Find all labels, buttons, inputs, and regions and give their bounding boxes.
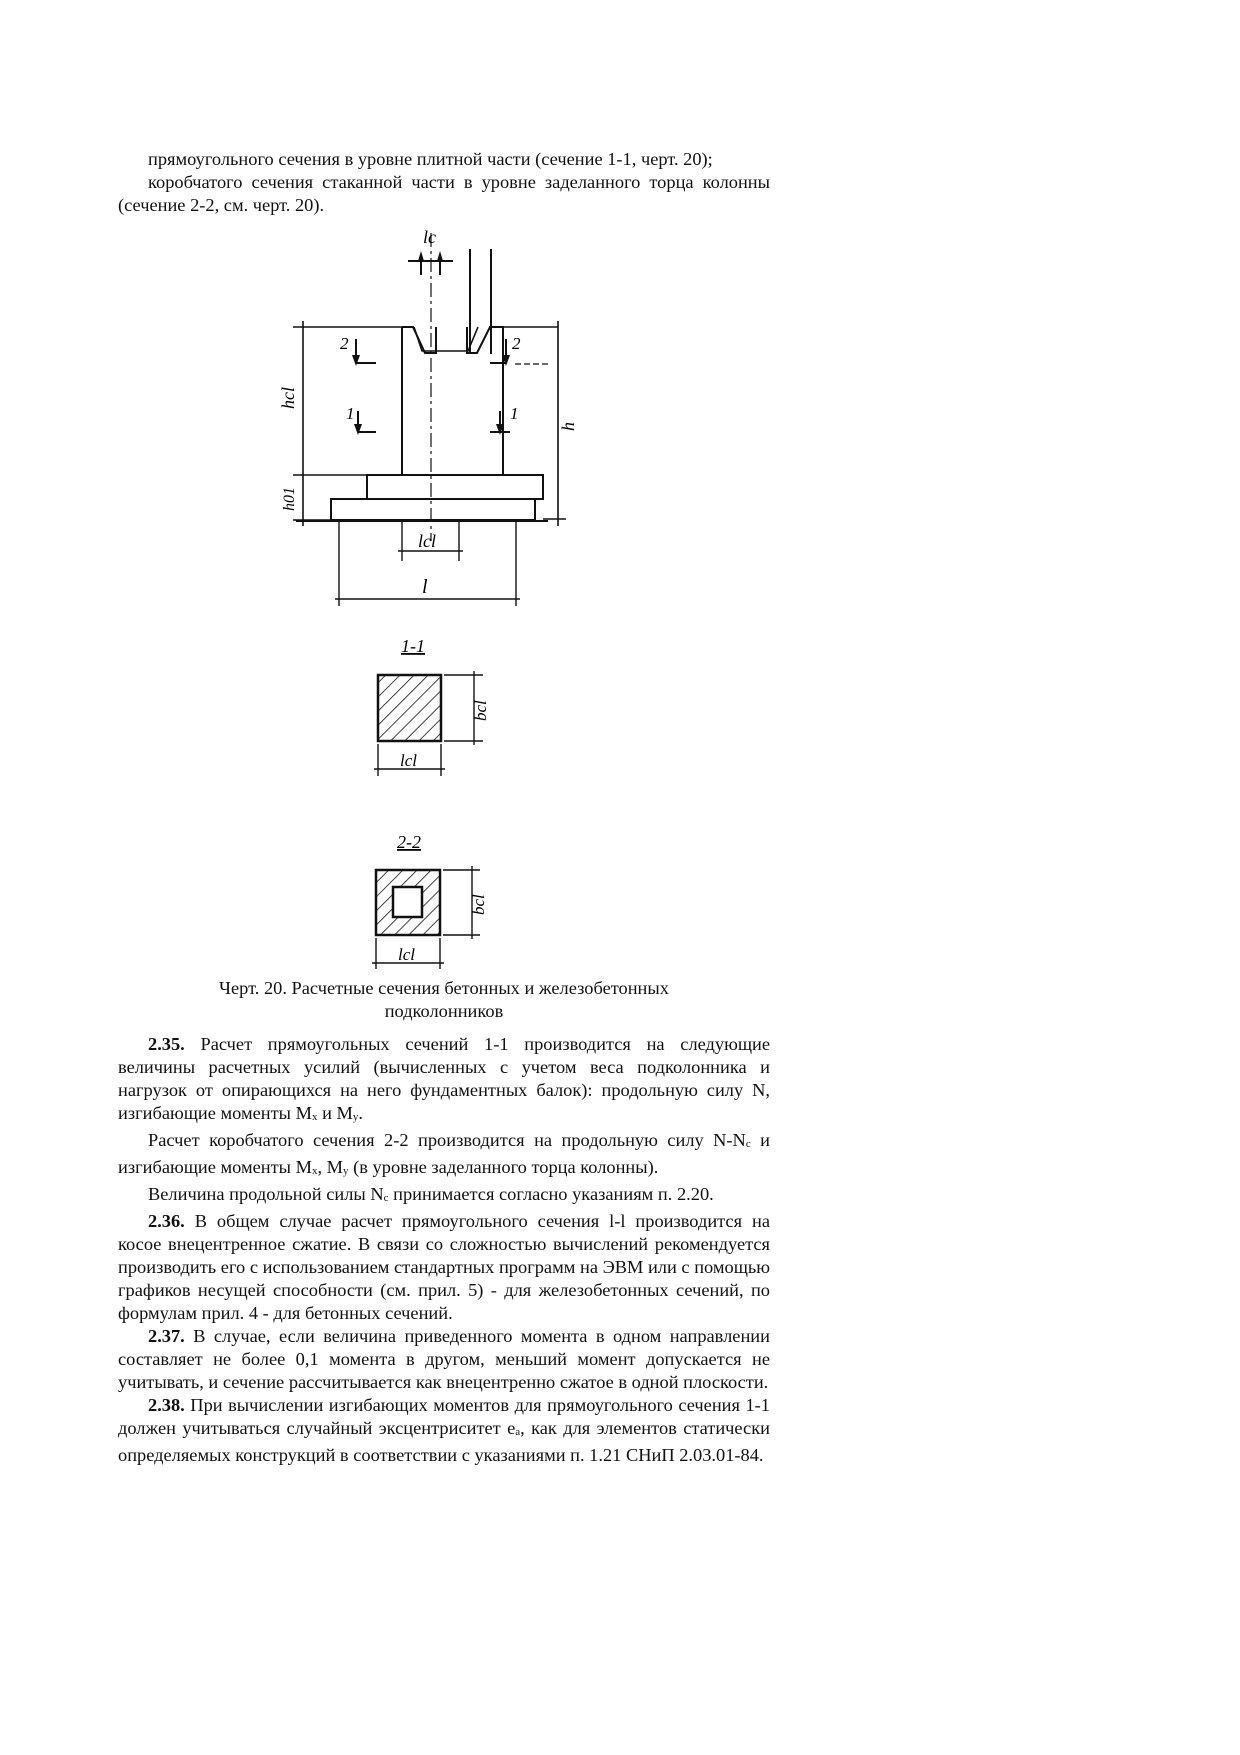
- label-cut-2-left: 2: [340, 334, 349, 353]
- intro-item-2: коробчатого сечения стаканной части в уровне заделанного торца колонны (сечение 2-2, см. черт. 20).: [118, 172, 770, 215]
- foundation-drawing: [118, 221, 770, 971]
- paragraph-2-38: 2.38. При вычислении изгибающих моментов для прямоугольного сечения 1-1 должен учитываться случайный эксцентриситет $e_a$, как для элементов статически определяемых конструкций в соответствии с указаниями п. 1.21 СНиП 2.03.01-84.: [118, 1395, 770, 1465]
- paragraph-2-35-c: Величина продольной силы $N_c$ принимается согласно указаниям п. 2.20.: [148, 1184, 714, 1204]
- label-bcl-1: bcl: [471, 700, 490, 721]
- figure-caption: Черт. 20. Расчетные сечения бетонных и железобетонных подколонников: [219, 978, 669, 1021]
- label-bcl-2: bcl: [469, 894, 488, 915]
- label-lcl: lcl: [418, 531, 436, 551]
- step-lower: [331, 499, 535, 520]
- label-cut-1-left: 1: [346, 404, 355, 423]
- label-hcl: hcl: [278, 387, 298, 409]
- intro-item-1: прямоугольного сечения в уровне плитной части (сечение 1-1, черт. 20);: [148, 149, 713, 169]
- section-number: 2.37.: [148, 1326, 185, 1346]
- label-lc: lc: [423, 227, 436, 247]
- label-h01: h01: [281, 487, 298, 511]
- label-cut-1-right: 1: [510, 404, 519, 423]
- section-number: 2.35.: [148, 1034, 185, 1054]
- paragraph-2-36: 2.36. В общем случае расчет прямоугольного сечения l-l производится на косое внецентренное сжатие. В связи со сложностью вычислений рекомендуется производить его с использованием стандартных программ на ЭВМ или с помощью графиков несущей способности (см. прил. 5) - для железобетонных сечений, по формулам прил. 4 - для бетонных сечений.: [118, 1211, 770, 1323]
- section-1-title: 1-1: [401, 636, 425, 656]
- section-1-drawing: [374, 671, 490, 776]
- label-lcl-1: lcl: [400, 751, 417, 770]
- socket-outline: [402, 327, 503, 475]
- paragraph-2-37: 2.37. В случае, если величина приведенного момента в одном направлении составляет не более 0,1 момента в другом, меньший момент допускается не учитывать, и сечение рассчитывается как внецентренно сжатое в одной плоскости.: [118, 1326, 770, 1392]
- label-l: l: [422, 576, 428, 598]
- paragraph-2-35: 2.35. Расчет прямоугольных сечений 1-1 производится на следующие величины расчетных усилий (вычисленных с учетом веса подколонника и нагрузок от опирающихся на него фундаментных балок): продольную силу N, изгибающие моменты $M_x$ и $M_y$.: [118, 1034, 770, 1123]
- label-lcl-2: lcl: [398, 945, 415, 964]
- step-upper: [367, 475, 543, 499]
- section-2-drawing: [372, 866, 488, 969]
- label-h: h: [558, 422, 578, 431]
- document-page: [118, 148, 770, 1467]
- section-2-title: 2-2: [397, 832, 421, 852]
- section-number: 2.38.: [148, 1395, 185, 1415]
- label-cut-2-right: 2: [512, 334, 521, 353]
- figure-20: [118, 221, 770, 971]
- section-number: 2.36.: [148, 1211, 185, 1231]
- paragraph-2-35-b: Расчет коробчатого сечения 2-2 производится на продольную силу $N-N_c$ и изгибающие моменты $M_x$, $M_y$ (в уровне заделанного торца колонны).: [118, 1130, 770, 1177]
